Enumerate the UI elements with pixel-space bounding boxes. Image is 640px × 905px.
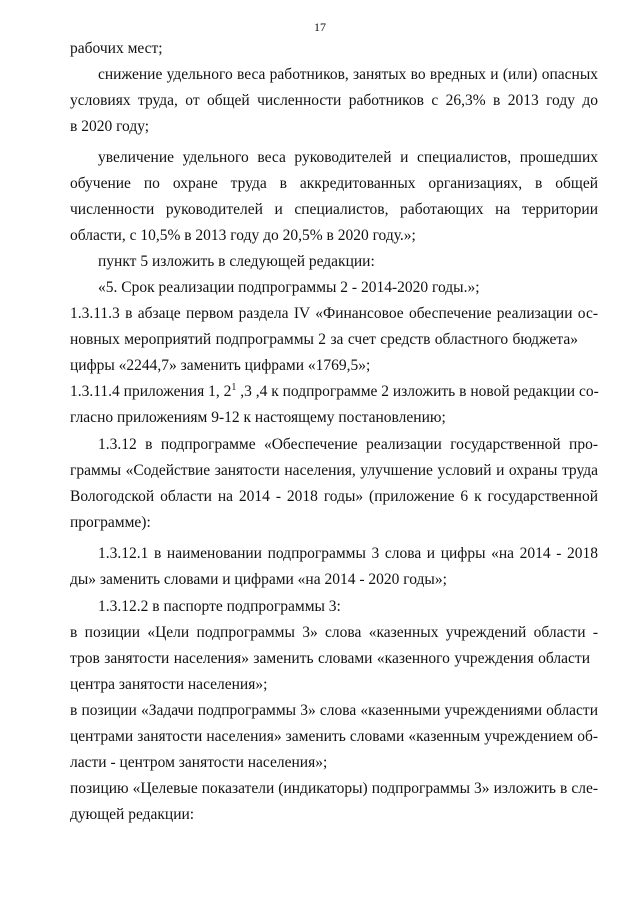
text-line: центрами занятости населения» заменить словами «казенным учреждением об- [70,728,598,745]
text-line: в позиции «Цели подпрограммы 3» слова «казенных учреждений области - [70,624,598,641]
text-line: Вологодской области на 2014 - 2018 годы» (приложение 6 к государственной [70,488,598,505]
page-number: 17 [314,20,326,34]
text-line: ды» заменить словами и цифрами «на 2014 - 2020 годы»; [70,571,447,588]
text-line: «5. Срок реализации подпрограммы 2 - 2014-2020 годы.»; [98,279,480,296]
superscript: 1 [231,381,237,393]
text-line: обучение по охране труда в аккредитованных организациях, в общей [70,175,598,192]
text-line: условиях труда, от общей численности работников с 26,3% в 2013 году до [70,92,598,109]
text-line: новных мероприятий подпрограммы 2 за счет средств областного бюджета» [70,331,578,348]
text-line: 1.3.12.2 в паспорте подпрограммы 3: [98,598,341,615]
text-line: пункт 5 изложить в следующей редакции: [98,253,375,270]
text-line: 1.3.11.3 в абзаце первом раздела IV «Финансовое обеспечение реализации ос- [70,305,598,322]
text-line: дующей редакции: [70,806,195,823]
text-line: в позиции «Задачи подпрограммы 3» слова «казенными учреждениями области [70,702,598,719]
text-line: рабочих мест; [70,40,163,57]
text-line: в 2020 году; [70,118,150,135]
text-line [70,383,599,401]
text-line: ласти - центром занятости населения»; [70,754,328,771]
text-line: гласно приложениям 9-12 к настоящему постановлению; [70,409,446,426]
text-line: центра занятости населения»; [70,676,268,693]
text-line: 1.3.12.1 в наименовании подпрограммы 3 слова и цифры «на 2014 - 2018 [98,545,598,562]
text-fragment: ,3 ,4 к подпрограмме 2 изложить в новой редакции со- [236,383,599,400]
text-line: увеличение удельного веса руководителей и специалистов, прошедших [98,149,598,166]
text-line: программе): [70,514,151,531]
text-line: 1.3.12 в подпрограмме «Обеспечение реализации государственной про- [98,436,598,453]
text-line: численности руководителей и специалистов, работающих на территории [70,201,598,218]
text-fragment: 1.3.11.4 приложения 1, 2 [70,383,232,400]
text-line: цифры «2244,7» заменить цифрами «1769,5»; [70,357,371,374]
text-line: граммы «Содействие занятости населения, улучшение условий и охраны труда [70,462,598,479]
text-line: снижение удельного веса работников, занятых во вредных и (или) опасных [98,66,598,83]
text-line: области, с 10,5% в 2013 году до 20,5% в 2020 году.»; [70,227,416,244]
text-line: позицию «Целевые показатели (индикаторы) подпрограммы 3» изложить в сле- [70,780,598,797]
text-line: тров занятости населения» заменить словами «казенного учреждения области [70,650,590,667]
